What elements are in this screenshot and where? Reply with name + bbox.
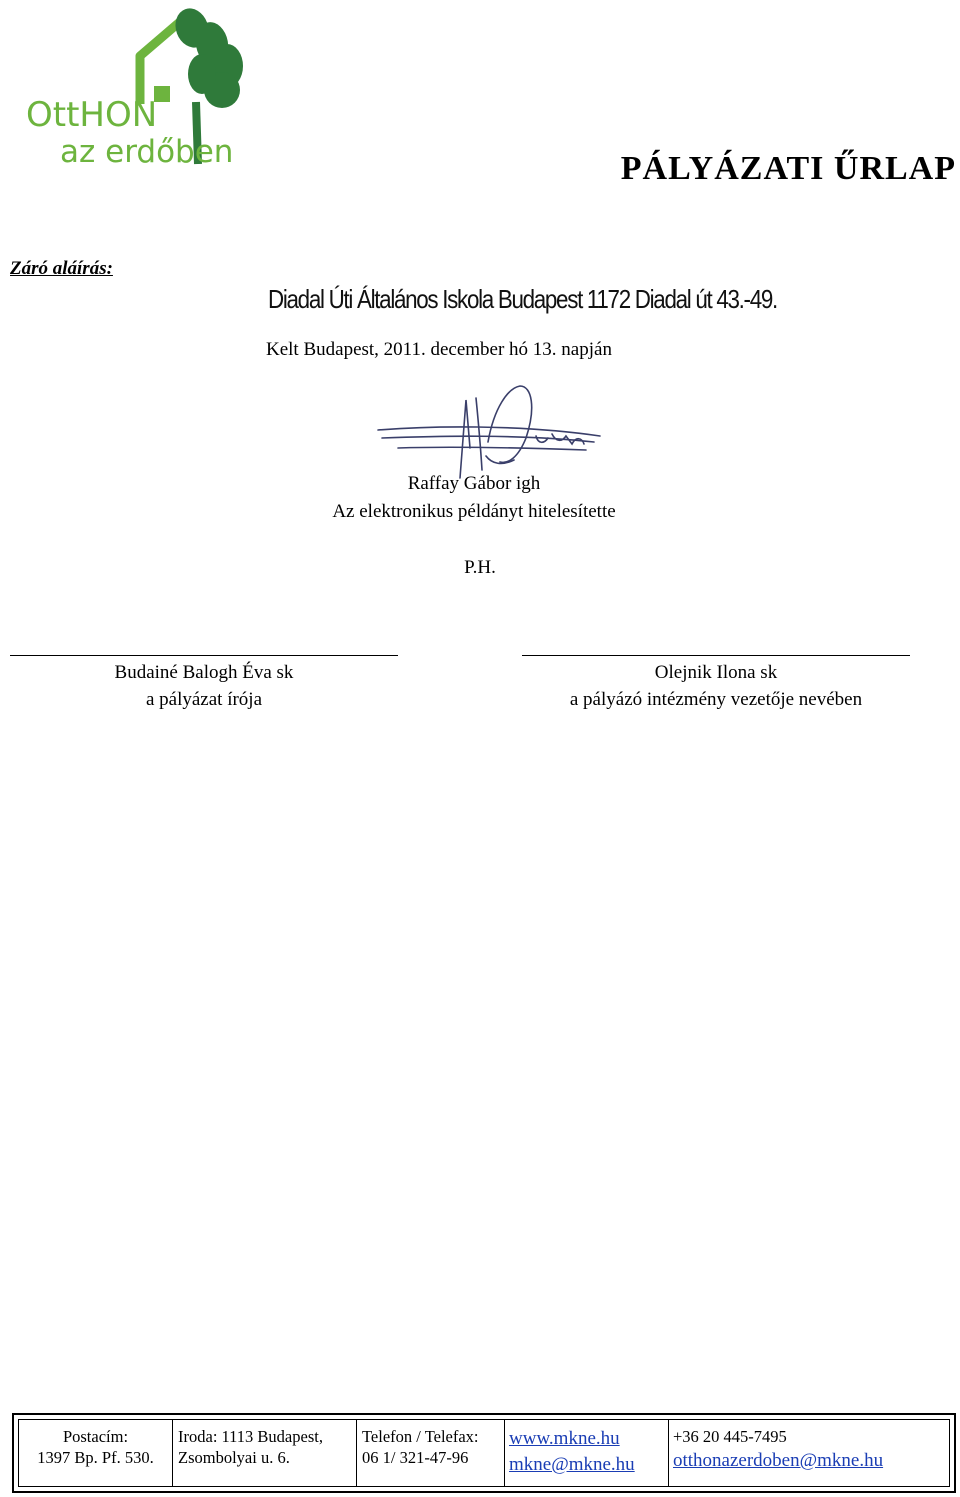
office-line2: Zsombolyai u. 6. <box>178 1448 290 1467</box>
head-name: Olejnik Ilona sk <box>654 662 778 683</box>
form-title: PÁLYÁZATI ŰRLAP <box>620 150 956 187</box>
email2-link[interactable]: otthonazerdoben@mkne.hu <box>673 1450 884 1471</box>
phone-label: Telefon / Telefax: <box>362 1427 479 1446</box>
closing-signature-label: Záró aláírás: <box>10 258 113 279</box>
signer-name: Raffay Gábor igh <box>407 473 541 494</box>
date-line: Kelt Budapest, 2011. december hó 13. napján <box>266 339 612 360</box>
mobile-number: +36 20 445-7495 <box>673 1427 787 1446</box>
contact-footer <box>12 1413 956 1493</box>
postal-label: Postacím: <box>62 1427 129 1446</box>
footer-office <box>173 1420 357 1486</box>
phone-value: 06 1/ 321-47-96 <box>362 1448 469 1467</box>
signer-role: Az elektronikus példányt hitelesítette <box>332 501 616 522</box>
footer-web <box>505 1420 669 1486</box>
institution-stamp: Diadal Úti Általános Iskola Budapest 1172 Diadal út 43.-49. <box>268 284 777 314</box>
author-role: a pályázat írója <box>145 689 263 710</box>
email-link[interactable]: mkne@mkne.hu <box>509 1454 635 1475</box>
postal-value: 1397 Bp. Pf. 530. <box>37 1448 154 1467</box>
signature-line-head <box>522 655 910 656</box>
otthon-logo <box>22 4 254 170</box>
footer-mobile <box>669 1420 949 1486</box>
handwritten-signature <box>368 378 606 486</box>
author-name: Budainé Balogh Éva sk <box>114 662 294 683</box>
logo-text-line1: OttHON <box>26 95 158 135</box>
footer-phone <box>357 1420 505 1486</box>
logo-text-line2: az erdőben <box>60 134 234 170</box>
seal-mark: P.H. <box>464 557 496 578</box>
head-role: a pályázó intézmény vezetője nevében <box>569 689 863 710</box>
website-link[interactable]: www.mkne.hu <box>509 1428 620 1449</box>
office-line1: Iroda: 1113 Budapest, <box>178 1427 323 1446</box>
footer-postal <box>19 1420 173 1486</box>
signature-line-author <box>10 655 398 656</box>
